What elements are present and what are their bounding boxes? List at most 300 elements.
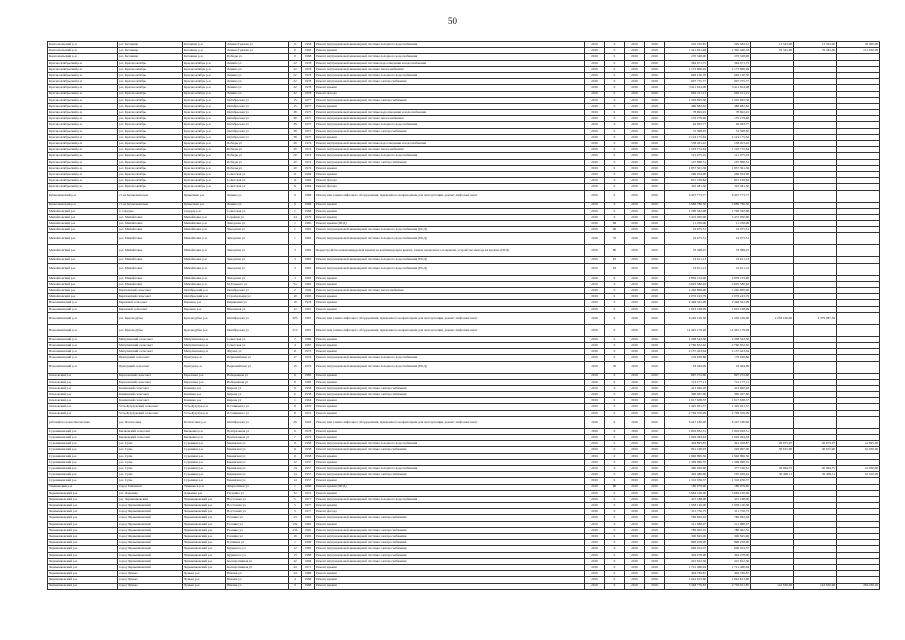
- table-cell: 606 453,37: [665, 546, 708, 552]
- table-cell: р.п. Краснооктябрь: [118, 171, 183, 177]
- table-cell: 494 769,87: [708, 571, 751, 577]
- table-cell: Набережная ул: [226, 379, 289, 385]
- table-cell: 2016: [625, 54, 645, 60]
- table-row: [48, 361, 880, 373]
- table-cell: Южная ул: [226, 583, 289, 589]
- table-cell: 2016: [625, 416, 645, 428]
- table-cell: Заводская ул: [226, 221, 289, 227]
- table-cell: Заводская ул: [226, 257, 289, 263]
- table-cell: 1 623 168,09: [665, 306, 708, 312]
- table-cell: Ремонт внутридомовой инженерной системы холодного водоснабжения: [315, 42, 585, 48]
- table-cell: Ремонт крыши: [315, 294, 585, 300]
- table-cell: 1994: [302, 288, 315, 294]
- table-cell: 11: [289, 171, 302, 177]
- table-cell: 4: [289, 342, 302, 348]
- table-cell: р.п. Михайловка: [118, 281, 183, 287]
- table-cell: Ремонт внутридомовой инженерной системы холодного водоснабжения: [315, 72, 585, 78]
- table-cell: р.п. Кетовица: [118, 48, 183, 54]
- table-cell: 1974: [302, 159, 315, 165]
- table-cell: 786 692,02: [708, 515, 751, 521]
- table-cell: 2016: [585, 503, 605, 509]
- table-cell: 2016: [585, 385, 605, 391]
- table-cell: 1962: [302, 515, 315, 521]
- table-cell: 2016: [585, 410, 605, 416]
- table-cell: 0: [605, 515, 625, 521]
- table-cell: город Чернышковский: [118, 509, 183, 515]
- table-cell: Михайловский р-н: [48, 257, 118, 263]
- table-cell: 41 895,00: [837, 441, 880, 447]
- table-cell: Кооперативная ул: [226, 558, 289, 564]
- table-cell: 179 028,86: [708, 355, 751, 361]
- table-cell: 2016: [645, 178, 665, 184]
- table-cell: 121 475,19: [708, 153, 751, 159]
- table-cell: 0: [605, 324, 625, 336]
- table-cell: 2016: [645, 306, 665, 312]
- table-cell: Есенина ул: [226, 521, 289, 527]
- table-cell: 2016: [585, 540, 605, 546]
- table-cell: Кирова ул: [226, 385, 289, 391]
- table-cell: 3 686 780,30: [708, 202, 751, 208]
- table-cell: 1 421 921,48: [665, 48, 708, 54]
- table-cell: 1976: [302, 355, 315, 361]
- table-cell: Краснооктябрьский р-н: [48, 110, 118, 116]
- table-cell: 2016: [585, 490, 605, 496]
- table-cell: 2016: [585, 564, 605, 570]
- table-cell: 0: [605, 214, 625, 220]
- table-cell: Михайловский р-н: [48, 294, 118, 300]
- table-cell: 1957: [302, 472, 315, 478]
- table-cell: 1 790 562,98: [708, 208, 751, 214]
- table-cell: 1975: [302, 128, 315, 134]
- table-cell: Советская ул: [226, 178, 289, 184]
- table-cell: р.п. Михайловка: [118, 221, 183, 227]
- table-cell: 22: [289, 79, 302, 85]
- table-cell: Восточная ул: [226, 509, 289, 515]
- table-cell: 2016: [625, 540, 645, 546]
- table-cell: 2016: [585, 398, 605, 404]
- table-cell: 1 840 896,56: [708, 453, 751, 459]
- table-cell: 2016: [625, 66, 645, 72]
- table-cell: Ремонт внутридомовой инженерной системы холодного водоснабжения (ПСД): [315, 361, 585, 373]
- table-cell: Энергетиков ул: [226, 484, 289, 490]
- table-cell: 180 979,90: [708, 484, 751, 490]
- table-cell: Чернышковский р-н: [48, 546, 118, 552]
- table-cell: Ремонт внутридомовой инженерной системы холодного водоснабжения: [315, 122, 585, 128]
- table-cell: 1: [289, 233, 302, 245]
- table-cell: 2016: [585, 355, 605, 361]
- table-cell: Чернышковский р-н: [48, 534, 118, 540]
- repair-program-table: [47, 41, 880, 590]
- table-cell: 13: [289, 552, 302, 558]
- table-cell: Ремонт или замена лифтового оборудования, признанного непригодным для эксплуатации, ремонт лифтовых шахт: [315, 312, 585, 324]
- table-cell: Краснооктябрь р-н: [183, 85, 226, 91]
- table-cell: 2016: [585, 546, 605, 552]
- table-cell: Центральная ул: [226, 428, 289, 434]
- table-cell: Чернышковский р-н: [183, 515, 226, 521]
- table-cell: 142 630,00: [794, 583, 837, 589]
- table-cell: [794, 245, 837, 257]
- table-cell: 2016: [645, 257, 665, 263]
- table-cell: Краснооктябрь р-н: [183, 134, 226, 140]
- table-cell: Суровикинский р-н: [48, 472, 118, 478]
- table-cell: город Чунька: [118, 577, 183, 583]
- table-cell: 2016: [645, 577, 665, 583]
- table-cell: 13 543,00: [751, 42, 794, 48]
- table-cell: Ремонт внутридомовой инженерной системы холодного водоснабжения: [315, 355, 585, 361]
- table-cell: Заводская ул: [226, 233, 289, 245]
- table-cell: 18 464,09: [708, 361, 751, 373]
- table-cell: 2 157 423,64: [665, 349, 708, 355]
- table-cell: 0: [605, 527, 625, 533]
- table-cell: Михайловский р-н: [48, 227, 118, 233]
- table-cell: 270 548,00: [665, 54, 708, 60]
- table-cell: Краснооктябрь р-н: [183, 97, 226, 103]
- table-cell: 2016: [585, 97, 605, 103]
- table-cell: 0: [605, 490, 625, 496]
- table-cell: 2016: [625, 398, 645, 404]
- table-cell: Михайловка р-н: [183, 281, 226, 287]
- table-cell: город Чернышковский: [118, 546, 183, 552]
- table-cell: 14: [289, 472, 302, 478]
- table-cell: 0: [605, 281, 625, 287]
- table-cell: 2016: [585, 465, 605, 471]
- table-cell: Суровикинский р-н: [48, 441, 118, 447]
- table-cell: Ремонт внутридомовой инженерной системы электроснабжения: [315, 546, 585, 552]
- table-cell: 2016: [585, 294, 605, 300]
- table-cell: 19 611,13: [665, 263, 708, 275]
- table-cell: 0: [605, 441, 625, 447]
- table-cell: 2016: [585, 79, 605, 85]
- table-cell: р.п. Краснодубье: [118, 312, 183, 324]
- table-cell: 2016: [645, 97, 665, 103]
- table-cell: 2016: [625, 103, 645, 109]
- table-cell: [751, 324, 794, 336]
- table-cell: 12: [289, 459, 302, 465]
- table-cell: город Чернышковский: [118, 515, 183, 521]
- table-cell: 2016: [645, 202, 665, 208]
- table-cell: 1966: [302, 202, 315, 208]
- table-cell: 2016: [645, 546, 665, 552]
- table-cell: 2016: [645, 233, 665, 245]
- table-cell: 30 499,11: [794, 472, 837, 478]
- table-cell: 270 548,00: [708, 54, 751, 60]
- table-cell: Суровики р-н: [183, 453, 226, 459]
- table-cell: Ремонт внутридомовой инженерной системы электроснабжения: [315, 515, 585, 521]
- table-cell: 394 278,00: [708, 552, 751, 558]
- table-cell: 0: [605, 398, 625, 404]
- table-cell: 2016: [645, 428, 665, 434]
- table-row: [48, 416, 880, 428]
- table-cell: Ремонт крыши: [315, 379, 585, 385]
- table-cell: Комсомольский р-н: [48, 42, 118, 48]
- table-cell: Краснооктябрь р-н: [183, 72, 226, 78]
- table-cell: 2016: [645, 583, 665, 589]
- table-cell: 0: [605, 288, 625, 294]
- table-cell: Ленина Грязева ул: [226, 48, 289, 54]
- table-cell: Михайловка р-н: [183, 233, 226, 245]
- table-cell: Советская ул: [226, 171, 289, 177]
- table-cell: 2016: [625, 410, 645, 416]
- table-cell: Краснооктябрь р-н: [183, 171, 226, 177]
- table-cell: 1978: [302, 60, 315, 66]
- table-cell: Кумылжен р-н: [183, 190, 226, 202]
- table-cell: Кирова ул: [226, 398, 289, 404]
- table-cell: 2016: [625, 288, 645, 294]
- table-cell: 1971: [302, 564, 315, 570]
- table-cell: 249 384,12: [708, 42, 751, 48]
- table-cell: Чернышковский р-н: [48, 540, 118, 546]
- table-cell: 2016: [625, 336, 645, 342]
- table-cell: 2016: [585, 288, 605, 294]
- table-cell: 0: [605, 459, 625, 465]
- table-cell: Новоаннинский р-н: [48, 342, 118, 348]
- table-cell: 2016: [625, 459, 645, 465]
- table-cell: 2016: [585, 66, 605, 72]
- table-cell: Краснооктябрь р-н: [183, 66, 226, 72]
- table-cell: 41 930,00: [837, 465, 880, 471]
- table-cell: Ленина ул: [226, 190, 289, 202]
- table-cell: 0: [605, 571, 625, 577]
- table-cell: Кумылженский р-н: [48, 202, 118, 208]
- table-cell: 2016: [625, 165, 645, 171]
- table-cell: 1967: [302, 342, 315, 348]
- table-cell: Фрунзе ул: [226, 349, 289, 355]
- table-cell: р.п. Краснооктябрь: [118, 184, 183, 190]
- table-cell: р.п. Кетовица: [118, 54, 183, 60]
- table-cell: 0: [605, 453, 625, 459]
- table-cell: 0: [605, 435, 625, 441]
- table-cell: 2016: [625, 233, 645, 245]
- table-cell: 0: [605, 355, 625, 361]
- table-cell: Березовский сельсовет: [118, 379, 183, 385]
- table-cell: 2016: [645, 165, 665, 171]
- table-cell: 15: [289, 103, 302, 109]
- table-cell: 0: [605, 153, 625, 159]
- table-cell: Михайловский р-н: [48, 214, 118, 220]
- table-cell: 2016: [625, 208, 645, 214]
- table-cell: Краснооктябрьский р-н: [48, 134, 118, 140]
- table-cell: 2016: [645, 42, 665, 48]
- table-cell: р.п. Краснооктябрь: [118, 128, 183, 134]
- table-cell: р.п. Михайловка: [118, 257, 183, 263]
- table-cell: 2016: [625, 472, 645, 478]
- table-cell: 0: [605, 147, 625, 153]
- table-cell: Ремонт крыши: [315, 214, 585, 220]
- table-cell: 1977: [302, 496, 315, 502]
- table-cell: 2016: [585, 300, 605, 306]
- table-cell: Бычковский сельсовет: [118, 435, 183, 441]
- table-row: [48, 312, 880, 324]
- table-cell: 2016: [585, 141, 605, 147]
- table-cell: Кетовица р-н: [183, 48, 226, 54]
- table-cell: 1968: [302, 583, 315, 589]
- table-cell: [837, 190, 880, 202]
- table-cell: 0: [605, 103, 625, 109]
- table-cell: р.п. Сулы: [118, 459, 183, 465]
- table-cell: 2016: [645, 453, 665, 459]
- table-cell: 2016: [585, 245, 605, 257]
- table-cell: Краснооктябрь р-н: [183, 184, 226, 190]
- table-cell: 3 625 580,94: [665, 281, 708, 287]
- table-cell: 201 812,56: [665, 558, 708, 564]
- table-cell: 60: [605, 227, 625, 233]
- table-row: [48, 245, 880, 257]
- table-cell: 2016: [625, 558, 645, 564]
- table-cell: 3 684 100,00: [665, 490, 708, 496]
- table-cell: Ольховский р-н: [48, 392, 118, 398]
- table-cell: 11 256,96: [708, 221, 751, 227]
- table-cell: х. Сидоры: [118, 208, 183, 214]
- table-cell: 415 188,00: [665, 496, 708, 502]
- table-cell: Каменка р-н: [183, 392, 226, 398]
- table-cell: Ремонт крыши: [315, 342, 585, 348]
- table-cell: [837, 245, 880, 257]
- table-cell: Березовка р-н: [183, 379, 226, 385]
- table-cell: 64 063,77: [708, 122, 751, 128]
- table-cell: 1977: [302, 509, 315, 515]
- table-cell: р.п. Краснооктябрь: [118, 122, 183, 128]
- table-cell: Чернышковский р-н: [48, 515, 118, 521]
- table-cell: 2016: [625, 281, 645, 287]
- table-cell: 2 760 652,62: [665, 342, 708, 348]
- table-cell: р.п. Краснооктябрь: [118, 165, 183, 171]
- table-cell: Ремонт внутридомовой инженерной системы электроснабжения: [315, 392, 585, 398]
- table-cell: 0: [605, 534, 625, 540]
- table-cell: р.п. Краснооктябрь: [118, 153, 183, 159]
- table-cell: 0: [605, 552, 625, 558]
- table-cell: Ремонт фасада: [315, 178, 585, 184]
- table-cell: 61 410,00: [837, 472, 880, 478]
- table-cell: Ремонт крыши: [315, 503, 585, 509]
- table-cell: 2016: [645, 184, 665, 190]
- table-cell: Октябрьский р-н: [183, 294, 226, 300]
- table-cell: 19 075,51: [708, 227, 751, 233]
- table-cell: 220 097,00: [708, 447, 751, 453]
- table-cell: 2016: [645, 300, 665, 306]
- table-cell: 1 721 460,94: [665, 564, 708, 570]
- table-cell: Октябрьский р-н: [183, 288, 226, 294]
- table-cell: 2 769 376,09: [665, 410, 708, 416]
- table-cell: Ремонт крыши: [315, 208, 585, 214]
- table-cell: 1 857 301,36: [708, 165, 751, 171]
- table-cell: р.п. Дарьевка: [118, 490, 183, 496]
- table-cell: 38: [289, 134, 302, 140]
- table-cell: Ремонт крыши (ПСД): [315, 221, 585, 227]
- table-cell: Ольховский р-н: [48, 379, 118, 385]
- table-cell: Михайловский р-н: [48, 221, 118, 227]
- table-cell: 2016: [625, 577, 645, 583]
- table-cell: 0: [605, 97, 625, 103]
- table-cell: 2016: [645, 91, 665, 97]
- table-cell: 22: [289, 72, 302, 78]
- table-cell: Михайловский р-н: [48, 208, 118, 214]
- table-cell: 0: [605, 583, 625, 589]
- table-cell: 0: [605, 66, 625, 72]
- table-cell: Бакинская ул: [226, 441, 289, 447]
- table-cell: 3 625 580,94: [708, 281, 751, 287]
- table-cell: Ремонт внутридомовой инженерной системы электроснабжения: [315, 447, 585, 453]
- table-cell: город Чернышковский: [118, 540, 183, 546]
- table-cell: 2016: [645, 349, 665, 355]
- table-cell: 2016: [585, 110, 605, 116]
- table-cell: 1962: [302, 521, 315, 527]
- table-cell: ст-ца Кумылженская: [118, 202, 183, 208]
- table-cell: р.п. Краснооктябрь: [118, 97, 183, 103]
- table-cell: 2016: [585, 324, 605, 336]
- table-cell: 1 617 638,37: [665, 398, 708, 404]
- table-cell: 2016: [645, 79, 665, 85]
- table-cell: Суровикинский р-н: [48, 459, 118, 465]
- table-cell: 0: [605, 336, 625, 342]
- table-cell: Ремонт крыши: [315, 281, 585, 287]
- table-cell: 2016: [645, 227, 665, 233]
- table-cell: 50: [605, 361, 625, 373]
- table-cell: 1958: [302, 441, 315, 447]
- table-cell: 0: [605, 202, 625, 208]
- table-cell: 51 398,65: [708, 128, 751, 134]
- table-cell: 2 448 561,09: [708, 300, 751, 306]
- table-cell: Михайловский р-н: [48, 245, 118, 257]
- table-cell: Мигулинская р-н: [183, 336, 226, 342]
- table-cell: 3 411 814,08: [708, 85, 751, 91]
- table-cell: 2016: [645, 410, 665, 416]
- table-cell: [794, 324, 837, 336]
- table-cell: 2016: [585, 171, 605, 177]
- table-cell: 9: [289, 583, 302, 589]
- table-cell: 2016: [585, 577, 605, 583]
- table-cell: 426 486,66: [665, 472, 708, 478]
- table-cell: 662 211,21: [708, 91, 751, 97]
- table-cell: 0: [605, 312, 625, 324]
- table-cell: 2016: [625, 441, 645, 447]
- table-cell: П.Савицкого ул: [226, 410, 289, 416]
- table-cell: Ремонт фасада: [315, 509, 585, 515]
- table-cell: Ремонт внутридомовой инженерной системы теплоснабжения: [315, 116, 585, 122]
- table-cell: 1985: [302, 546, 315, 552]
- table-cell: 1962: [302, 281, 315, 287]
- table-cell: 2016: [585, 583, 605, 589]
- table-cell: 2016: [625, 564, 645, 570]
- table-cell: Михайловка р-н: [183, 221, 226, 227]
- table-cell: Краснооктябрь р-н: [183, 141, 226, 147]
- table-cell: Берёзовский сельсовет: [118, 294, 183, 300]
- table-cell: Ремонт внутридомовой инженерной системы водоотведения и водоснабжения: [315, 141, 585, 147]
- table-cell: Чернышковский р-н: [183, 552, 226, 558]
- table-cell: Суровики р-н: [183, 441, 226, 447]
- table-cell: Восточная ул: [226, 496, 289, 502]
- table-cell: Ремонт фасада: [315, 184, 585, 190]
- table-cell: 2016: [585, 515, 605, 521]
- table-cell: Школьная ул: [226, 306, 289, 312]
- table-cell: 2016: [585, 208, 605, 214]
- table-cell: 2016: [625, 428, 645, 434]
- table-cell: 1964: [302, 184, 315, 190]
- table-cell: Михайловка р-н: [183, 227, 226, 233]
- table-cell: 2016: [625, 515, 645, 521]
- table-cell: Краснооктябрь р-н: [183, 116, 226, 122]
- table-cell: 2016: [625, 521, 645, 527]
- table-cell: р.п. Михайловка: [118, 263, 183, 275]
- table-cell: 2016: [645, 478, 665, 484]
- table-cell: Ремонт крыши: [315, 459, 585, 465]
- table-cell: 2016: [645, 54, 665, 60]
- table-cell: 2016: [585, 178, 605, 184]
- table-cell: 197 896,51: [708, 159, 751, 165]
- table-cell: 3: [289, 263, 302, 275]
- table-cell: Бакинская ул: [226, 459, 289, 465]
- table-cell: 2016: [585, 342, 605, 348]
- table-cell: 0: [605, 165, 625, 171]
